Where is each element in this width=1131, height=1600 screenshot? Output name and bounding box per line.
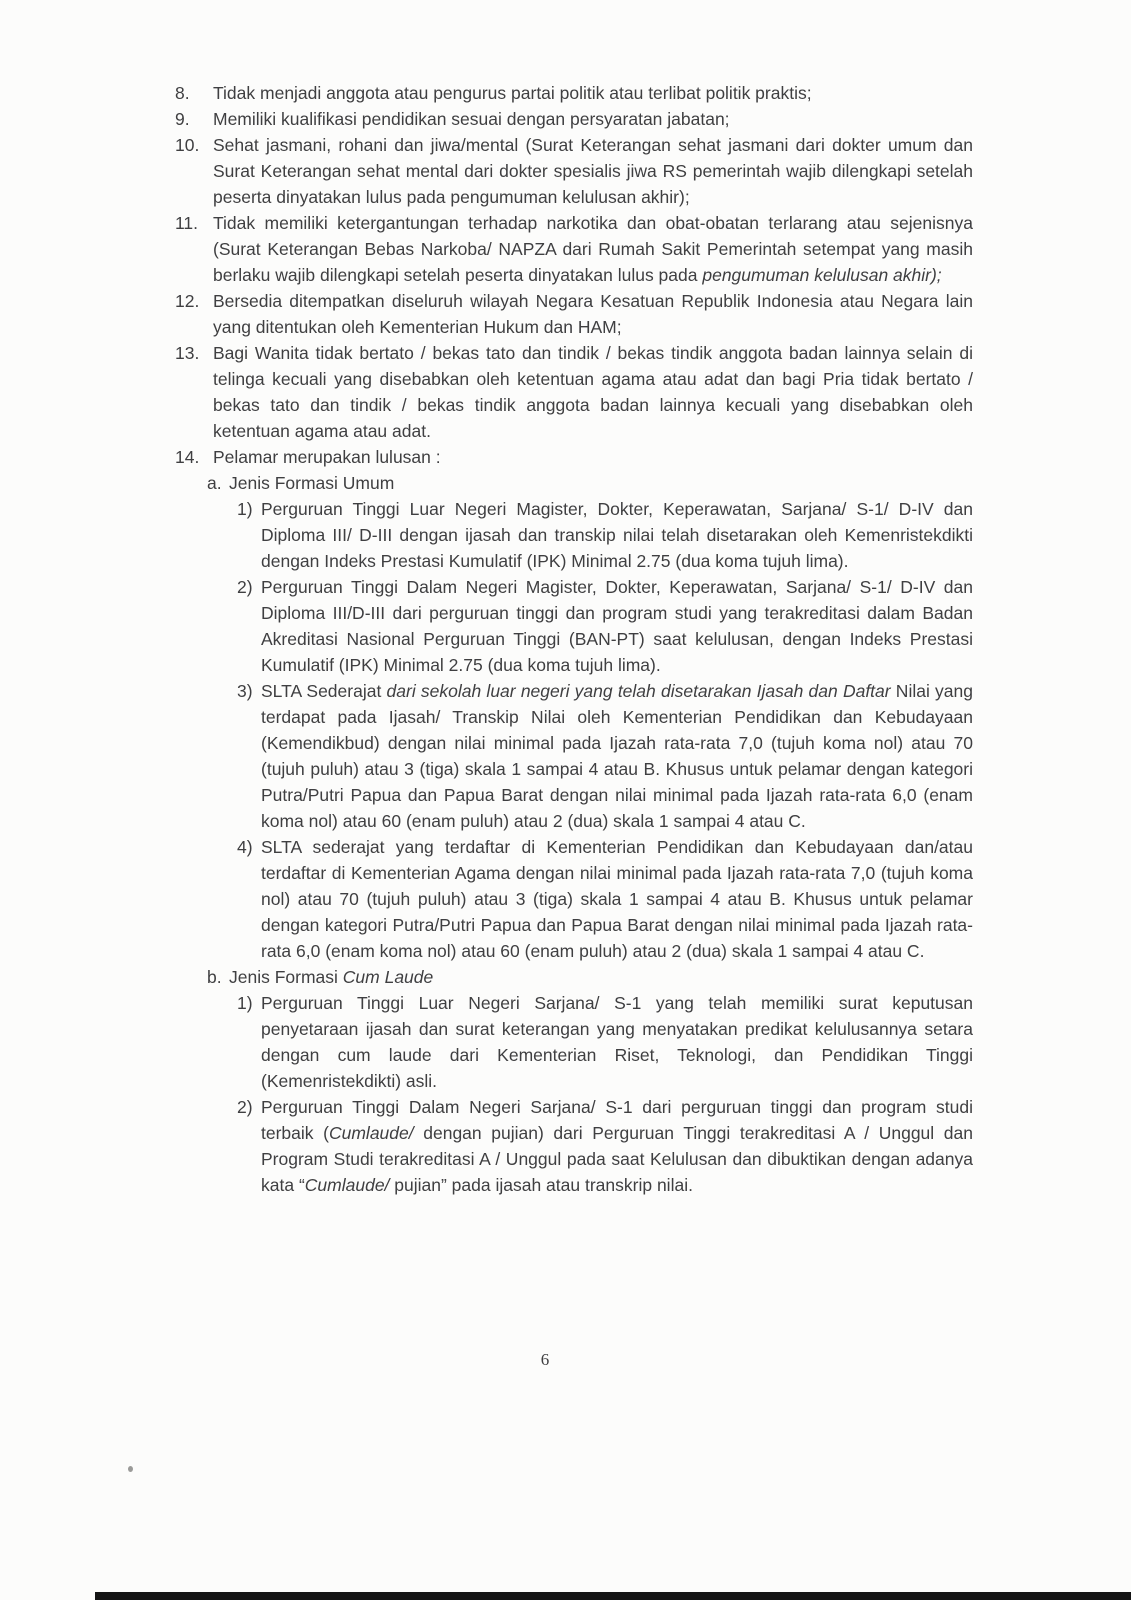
list-item-8: [175, 80, 973, 106]
sub-item-text: Perguruan Tinggi Dalam Negeri Sarjana/ S-1 dari perguruan tinggi dan program studi terbaik (Cumlaude/ dengan pujian) dari Perguruan Tinggi terakreditasi A / Unggul dan Program Studi terakreditasi A / Unggul pada saat Kelulusan dan dibuktikan dengan adanya kata “Cumlaude/ pujian” pada ijasah atau transkrip nilai.: [261, 1097, 973, 1195]
sub-item-text: Perguruan Tinggi Dalam Negeri Magister, Dokter, Keperawatan, Sarjana/ S-1/ D-IV dan Diploma III/D-III dari perguruan tinggi dan program studi yang terakreditasi dalam Badan Akreditasi Nasional Perguruan Tinggi (BAN-PT) saat kelulusan, dengan Indeks Prestasi Kumulatif (IPK) Minimal 2.75 (dua koma tujuh lima).: [261, 577, 973, 675]
list-item-text: Pelamar merupakan lulusan :: [213, 447, 441, 467]
section-a-item-3: [237, 678, 973, 834]
list-item-13: [175, 340, 973, 444]
sub-item-text: SLTA sederajat yang terdaftar di Kementerian Pendidikan dan Kebudayaan dan/atau terdaftar di Kementerian Agama dengan nilai minimal pada Ijazah rata-rata 7,0 (tujuh koma nol) atau 70 (tujuh puluh) atau 3 (tiga) skala 1 sampai 4 atau B. Khusus untuk pelamar dengan kategori Putra/Putri Papua dan Papua Barat dengan nilai minimal pada Ijazah rata-rata 6,0 (enam koma nol) atau 60 (enam puluh) atau 2 (dua) skala 1 sampai 4 atau C.: [261, 837, 973, 961]
list-item-text: Bagi Wanita tidak bertato / bekas tato dan tindik / bekas tindik anggota badan lainnya selain di telinga kecuali yang disebabkan oleh ketentuan agama atau adat dan bagi Pria tidak bertato / bekas tato dan tindik / bekas tindik anggota badan lainnya kecuali yang disebabkan oleh ketentuan agama atau adat.: [213, 343, 973, 441]
list-item-text: Bersedia ditempatkan diseluruh wilayah Negara Kesatuan Republik Indonesia atau Negara lain yang ditentukan oleh Kementerian Hukum dan HAM;: [213, 291, 973, 337]
sub-item-number: 1): [237, 499, 253, 519]
sub-item-text: Perguruan Tinggi Luar Negeri Magister, Dokter, Keperawatan, Sarjana/ S-1/ D-IV dan Diploma III/ D-III dengan ijasah dan transkip nilai telah disetarakan oleh Kemenristekdikti dengan Indeks Prestasi Kumulatif (IPK) Minimal 2.75 (dua koma tujuh lima).: [261, 499, 973, 571]
list-item-number: 8.: [175, 83, 190, 103]
list-item-11: [175, 210, 973, 288]
list-item-number: 13.: [175, 343, 200, 363]
page-number: 6: [540, 1350, 550, 1369]
section-label: a.: [207, 473, 222, 493]
sub-item-text: SLTA Sederajat dari sekolah luar negeri yang telah disetarakan Ijasah dan Daftar Nilai yang terdapat pada Ijasah/ Transkip Nilai oleh Kementerian Pendidikan dan Kebudayaan (Kemendikbud) dengan nilai minimal pada Ijazah rata-rata 7,0 (tujuh koma nol) atau 70 (tujuh puluh) atau 3 (tiga) skala 1 sampai 4 atau B. Khusus untuk pelamar dengan kategori Putra/Putri Papua dan Papua Barat dengan nilai minimal pada Ijazah rata-rata 6,0 (enam koma nol) atau 60 (enam puluh) atau 2 (dua) skala 1 sampai 4 atau C.: [261, 681, 973, 831]
section-a-item-4: [237, 834, 973, 964]
section-a-heading: [207, 470, 973, 496]
sub-item-number: 2): [237, 577, 253, 597]
sub-item-text: Perguruan Tinggi Luar Negeri Sarjana/ S-1 yang telah memiliki surat keputusan penyetaraan ijasah dan surat keterangan yang menyatakan predikat kelulusannya setara dengan cum laude dari Kementerian Riset, Teknologi, dan Pendidikan Tinggi (Kemenristekdikti) asli.: [261, 993, 973, 1091]
list-item-text: Memiliki kualifikasi pendidikan sesuai dengan persyaratan jabatan;: [213, 109, 730, 129]
list-item-number: 12.: [175, 291, 200, 311]
list-item-text: Tidak memiliki ketergantungan terhadap narkotika dan obat-obatan terlarang atau sejenisnya (Surat Keterangan Bebas Narkoba/ NAPZA dari Rumah Sakit Pemerintah setempat yang masih berlaku wajib dilengkapi setelah peserta dinyatakan lulus pada pengumuman kelulusan akhir);: [213, 213, 973, 285]
list-item-text: Sehat jasmani, rohani dan jiwa/mental (Surat Keterangan sehat jasmani dari dokter umum dan Surat Keterangan sehat mental dari dokter spesialis jiwa RS pemerintah wajib dilengkapi setelah peserta dinyatakan lulus pada pengumuman kelulusan akhir);: [213, 135, 973, 207]
list-item-number: 9.: [175, 109, 190, 129]
section-title: Jenis Formasi Cum Laude: [229, 967, 434, 987]
list-item-14: [175, 444, 973, 470]
section-a-item-1: [237, 496, 973, 574]
sub-item-number: 2): [237, 1097, 253, 1117]
scan-artifact-speck: [128, 1466, 133, 1472]
sub-item-number: 3): [237, 681, 253, 701]
list-item-10: [175, 132, 973, 210]
scan-artifact-bottom-edge: [95, 1592, 1131, 1600]
section-title: Jenis Formasi Umum: [229, 473, 395, 493]
list-item-12: [175, 288, 973, 340]
section-b-item-2: [237, 1094, 973, 1198]
section-label: b.: [207, 967, 222, 987]
list-item-text: Tidak menjadi anggota atau pengurus partai politik atau terlibat politik praktis;: [213, 83, 812, 103]
list-item-number: 11.: [175, 213, 199, 233]
section-b-heading: [207, 964, 973, 990]
document-body: [175, 80, 973, 1198]
section-b-item-1: [237, 990, 973, 1094]
list-item-number: 10.: [175, 135, 200, 155]
list-item-9: [175, 106, 973, 132]
sub-item-number: 4): [237, 837, 253, 857]
sub-item-number: 1): [237, 993, 253, 1013]
list-item-number: 14.: [175, 447, 200, 467]
section-a-item-2: [237, 574, 973, 678]
